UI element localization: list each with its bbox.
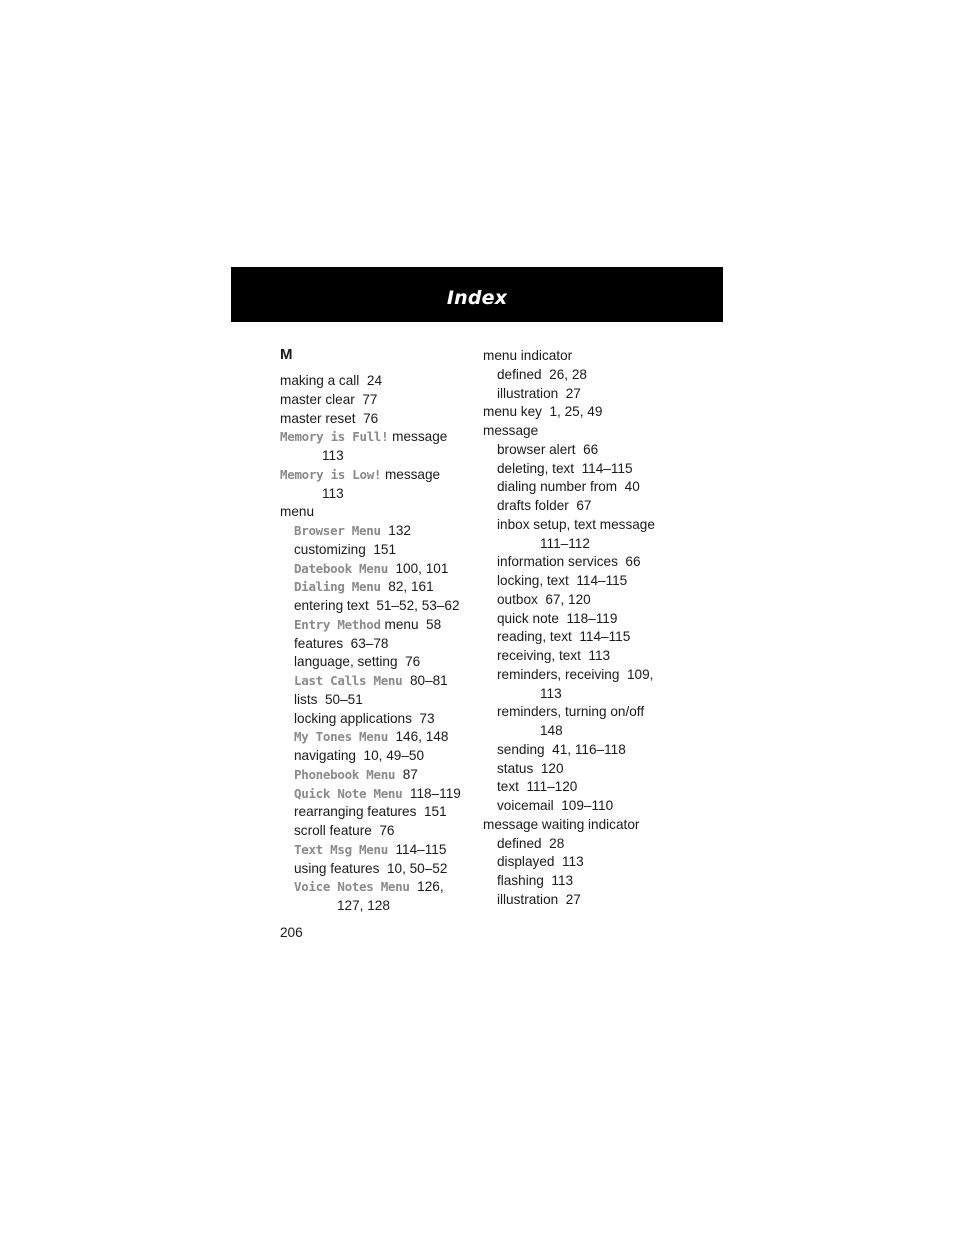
- entry-text: defined 28: [497, 835, 565, 851]
- entry-text: displayed 113: [497, 854, 584, 870]
- index-entry: [294, 691, 363, 709]
- index-entry: [497, 572, 627, 590]
- entry-text: 111–112: [540, 535, 590, 551]
- index-entry: [540, 685, 562, 703]
- index-entry: [497, 516, 655, 534]
- entry-text: quick note 118–119: [497, 610, 618, 626]
- index-entry: [294, 578, 434, 596]
- entry-text: sending 41, 116–118: [497, 741, 626, 757]
- menu-name: Dialing Menu: [294, 579, 381, 595]
- menu-name: Datebook Menu: [294, 560, 388, 576]
- entry-text: using features 10, 50–52: [294, 860, 448, 876]
- entry-text: message waiting indicator: [483, 816, 640, 832]
- index-entry: [337, 897, 390, 915]
- entry-text: making a call 24: [280, 373, 383, 388]
- index-entry: [497, 853, 584, 871]
- index-entry: [483, 422, 538, 440]
- index-entry: [280, 372, 382, 390]
- entry-text: locking applications 73: [294, 710, 435, 726]
- index-entry: [294, 878, 444, 896]
- entry-text: 127, 128: [337, 898, 390, 913]
- index-entry: [497, 666, 653, 684]
- index-entry: [294, 672, 448, 690]
- menu-name: Memory is Full!: [280, 429, 389, 445]
- index-entry: [497, 497, 591, 515]
- entry-text: 82, 161: [380, 579, 434, 595]
- entry-text: 80–81: [402, 673, 448, 688]
- entry-text: menu 58: [380, 616, 442, 632]
- entry-text: menu: [280, 504, 315, 520]
- menu-name: Phonebook Menu: [294, 766, 396, 782]
- entry-text: lists 50–51: [294, 691, 363, 707]
- entry-text: menu indicator: [483, 348, 573, 363]
- index-entry: [497, 891, 581, 909]
- index-entry: [280, 410, 378, 428]
- index-entry: [280, 391, 377, 409]
- page-number: 206: [280, 925, 303, 940]
- index-entry: [294, 522, 411, 540]
- index-entry: [322, 447, 344, 465]
- entry-text: message: [381, 466, 441, 482]
- header-banner: [231, 267, 723, 322]
- entry-text: 126,: [409, 879, 444, 895]
- index-entry: [294, 653, 420, 671]
- entry-text: 148: [540, 723, 563, 738]
- menu-name: My Tones Menu: [294, 729, 388, 745]
- index-entry: [483, 403, 602, 421]
- entry-text: drafts folder 67: [497, 498, 592, 513]
- menu-name: Text Msg Menu: [294, 841, 388, 857]
- entry-text: locking, text 114–115: [497, 573, 628, 588]
- entry-text: reading, text 114–115: [497, 629, 631, 645]
- entry-text: status 120: [497, 760, 564, 776]
- entry-text: 87: [395, 766, 418, 782]
- menu-name: Memory is Low!: [280, 466, 382, 482]
- index-entry: [483, 816, 639, 834]
- index-entry: [294, 541, 396, 559]
- index-entry: [294, 860, 447, 878]
- entry-text: message: [388, 429, 448, 445]
- entry-text: menu key 1, 25, 49: [483, 404, 603, 420]
- index-entry: [497, 835, 564, 853]
- entry-text: master reset 76: [280, 410, 379, 426]
- index-entry: [294, 785, 461, 803]
- index-entry: [497, 460, 633, 478]
- index-entry: [497, 760, 564, 778]
- entry-text: inbox setup, text message: [497, 516, 655, 532]
- entry-text: 114–115: [387, 841, 447, 857]
- entry-text: 132: [380, 523, 411, 538]
- index-entry: [280, 466, 440, 484]
- index-entry: [294, 728, 448, 746]
- index-entry: [497, 778, 577, 796]
- index-entry: [294, 803, 447, 821]
- page-title: Index: [446, 287, 508, 309]
- menu-name: Quick Note Menu: [294, 785, 403, 801]
- entry-text: scroll feature 76: [294, 823, 395, 838]
- entry-text: dialing number from 40: [497, 479, 640, 495]
- index-entry: [294, 747, 424, 765]
- index-entry: [497, 366, 587, 384]
- index-entry: [497, 628, 630, 646]
- index-entry: [294, 597, 460, 615]
- entry-text: entering text 51–52, 53–62: [294, 598, 460, 613]
- entry-text: voicemail 109–110: [497, 798, 614, 813]
- index-entry: [483, 347, 572, 365]
- index-entry: [280, 428, 447, 446]
- entry-text: message: [483, 423, 539, 438]
- entry-text: text 111–120: [497, 779, 578, 795]
- index-entry: [294, 635, 388, 653]
- index-entry: [497, 553, 641, 571]
- index-entry: [497, 610, 617, 628]
- index-entry: [540, 535, 590, 553]
- menu-name: Entry Method: [294, 616, 381, 632]
- index-entry: [280, 503, 314, 521]
- index-entry: [497, 441, 598, 459]
- index-entry: [497, 591, 591, 609]
- index-entry: [497, 385, 581, 403]
- index-entry: [294, 841, 446, 859]
- index-entry: [322, 485, 344, 503]
- entry-text: outbox 67, 120: [497, 591, 591, 607]
- entry-text: receiving, text 113: [497, 648, 611, 663]
- entry-text: defined 26, 28: [497, 366, 587, 382]
- entry-text: reminders, turning on/off: [497, 704, 645, 720]
- index-entry: [497, 703, 644, 721]
- index-entry: [294, 560, 448, 578]
- index-entry: [294, 822, 395, 840]
- menu-name: Voice Notes Menu: [294, 879, 410, 895]
- index-entry: [497, 478, 640, 496]
- entry-text: deleting, text 114–115: [497, 460, 633, 476]
- entry-text: 146, 148: [387, 729, 449, 745]
- index-entry: [497, 741, 626, 759]
- index-entry: [294, 710, 435, 728]
- entry-text: language, setting 76: [294, 654, 421, 670]
- index-entry: [497, 647, 610, 665]
- entry-text: reminders, receiving 109,: [497, 666, 654, 682]
- entry-text: browser alert 66: [497, 441, 599, 457]
- index-entry: [294, 616, 441, 634]
- entry-text: 100, 101: [387, 560, 449, 576]
- entry-text: 113: [322, 485, 344, 501]
- menu-name: Browser Menu: [294, 523, 381, 538]
- entry-text: flashing 113: [497, 873, 574, 888]
- index-entry: [294, 766, 418, 784]
- index-entry: [497, 872, 573, 890]
- entry-text: illustration 27: [497, 385, 581, 401]
- entry-text: information services 66: [497, 554, 641, 570]
- entry-text: customizing 151: [294, 541, 397, 557]
- entry-text: 113: [322, 448, 344, 463]
- entry-text: rearranging features 151: [294, 804, 447, 820]
- entry-text: illustration 27: [497, 891, 581, 907]
- entry-text: master clear 77: [280, 391, 378, 407]
- menu-name: Last Calls Menu: [294, 673, 403, 688]
- index-entry: [497, 797, 613, 815]
- entry-text: features 63–78: [294, 635, 389, 651]
- entry-text: 118–119: [402, 785, 461, 801]
- index-entry: [540, 722, 563, 740]
- entry-text: 113: [540, 685, 562, 701]
- entry-text: navigating 10, 49–50: [294, 748, 425, 763]
- section-letter: M: [280, 346, 293, 363]
